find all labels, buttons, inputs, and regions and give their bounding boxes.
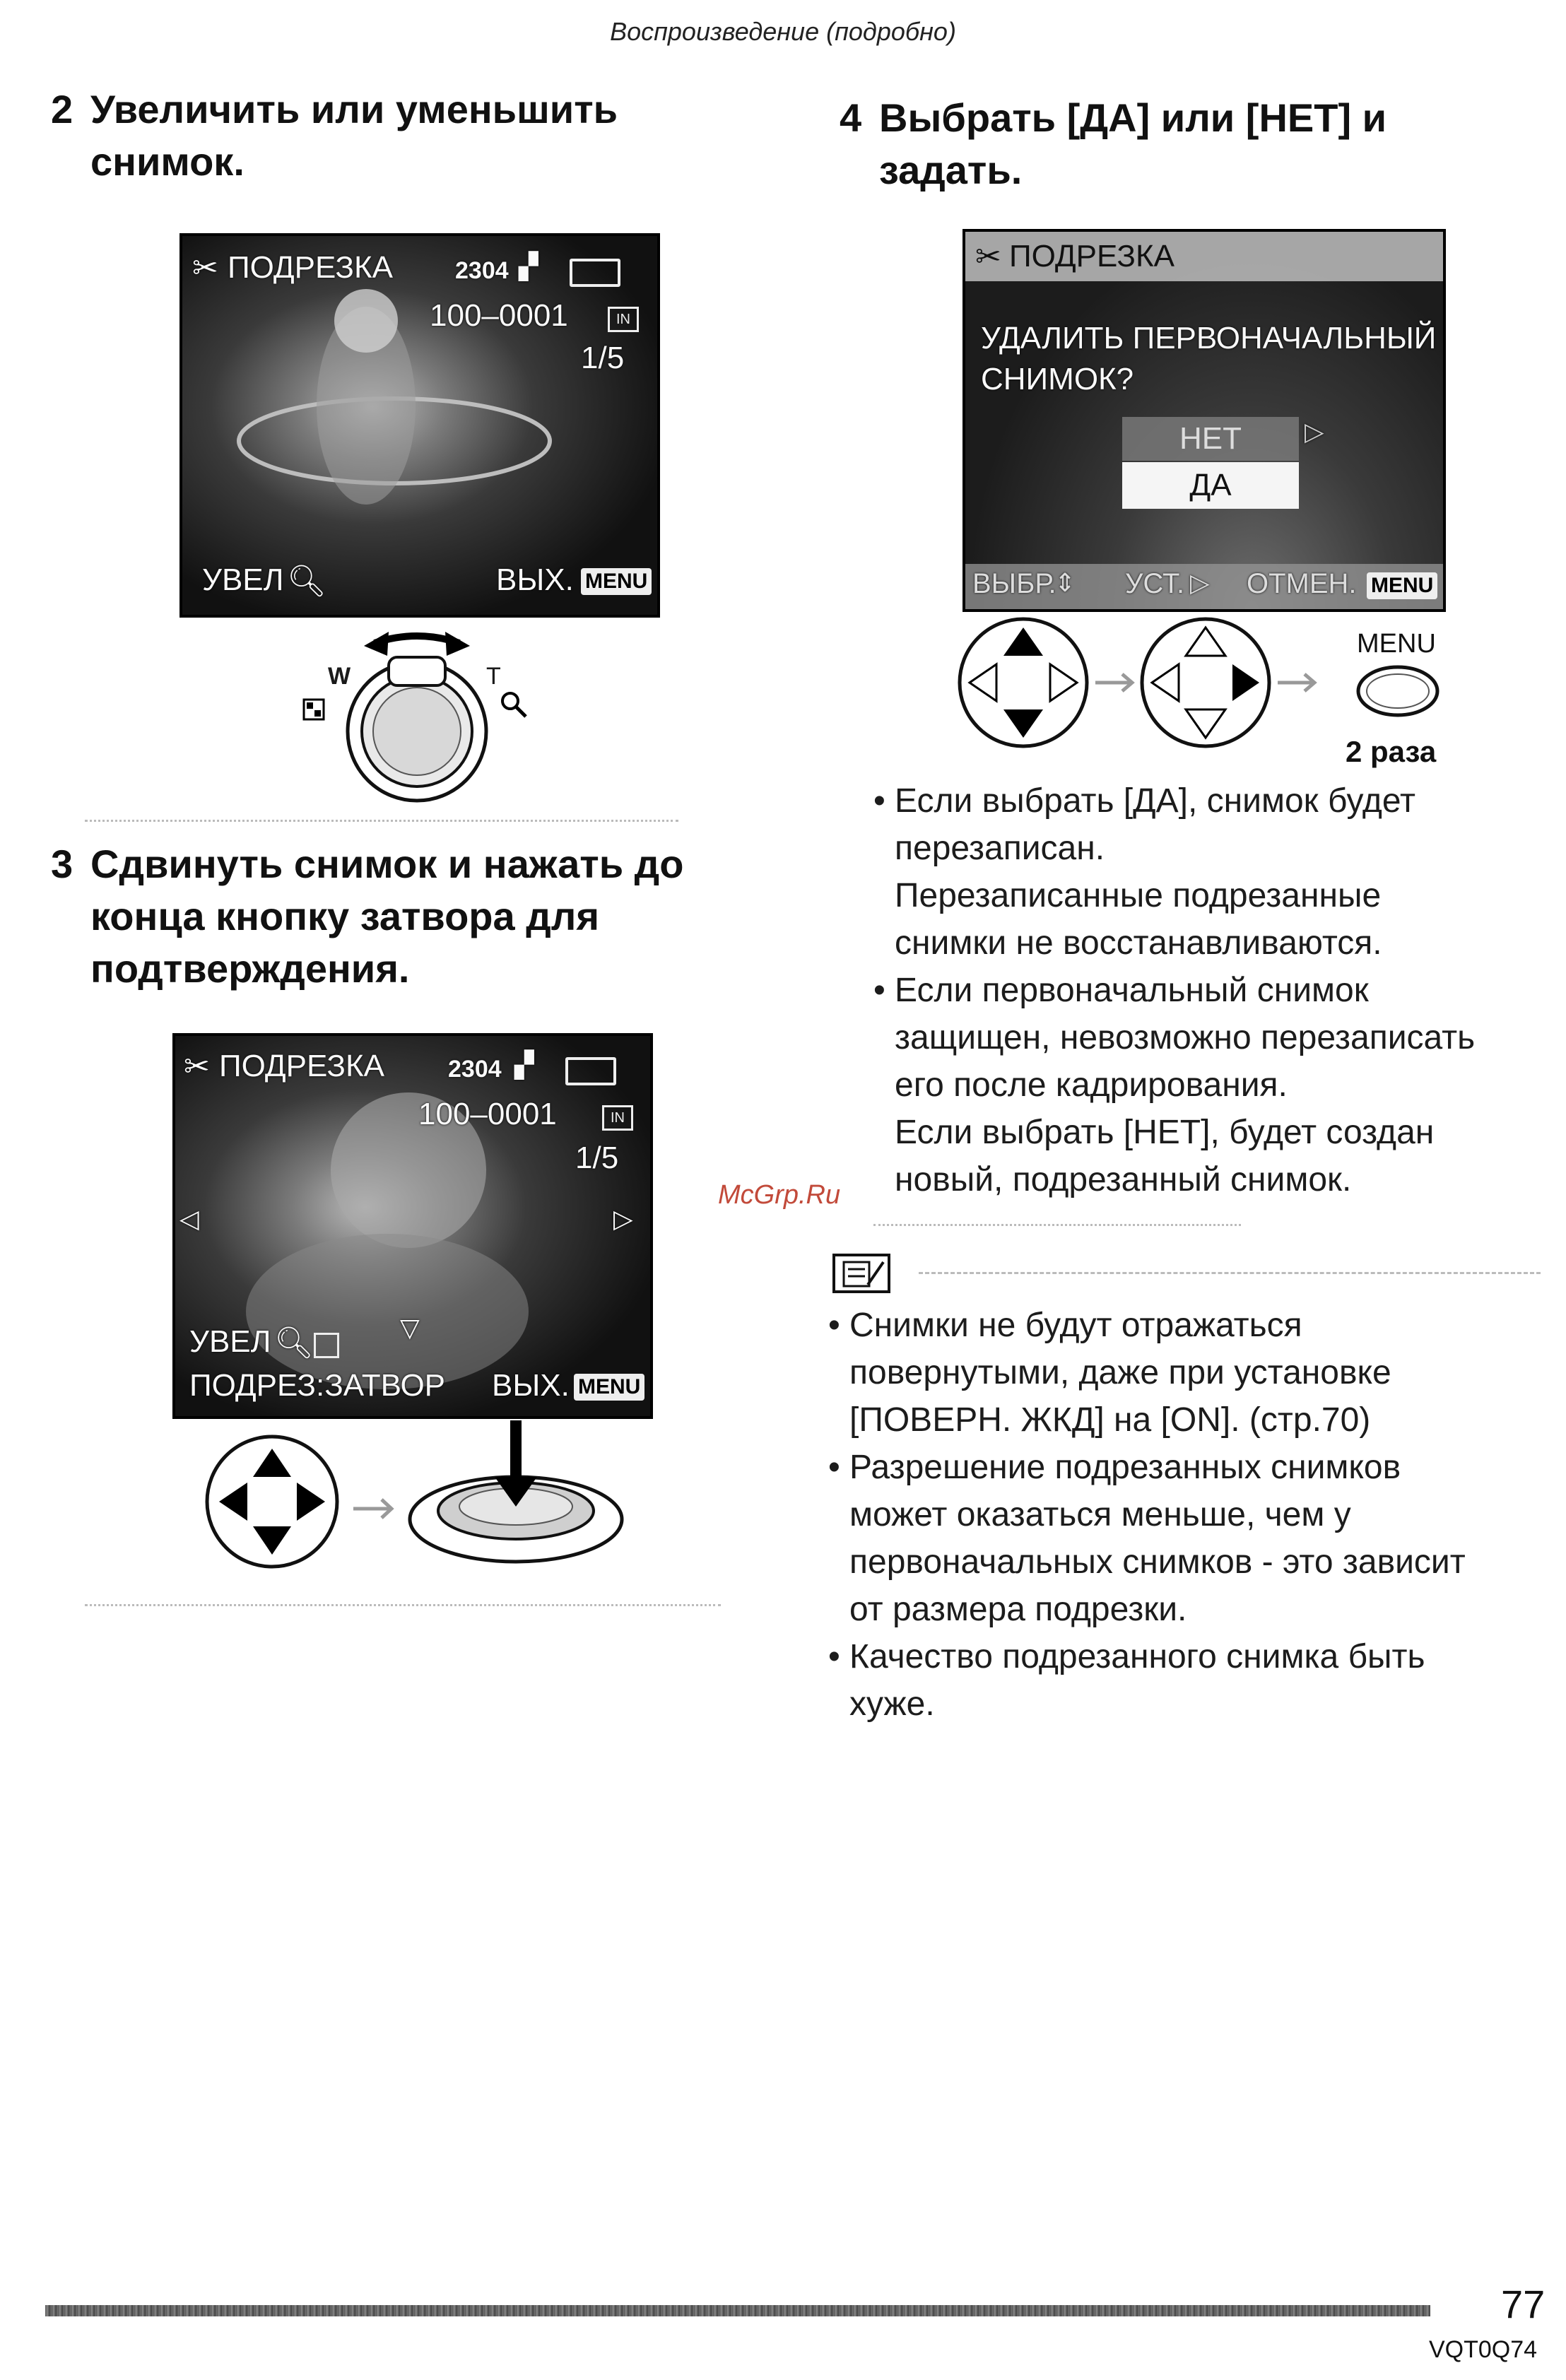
note-line: • Разрешение подрезанных снимков [849,1449,1401,1486]
battery-icon [565,1057,616,1085]
question-line-1: УДАЛИТЬ ПЕРВОНАЧАЛЬНЫЙ [981,321,1437,355]
bullet-line: его после кадрирования. [895,1066,1288,1104]
step-text-line: Увеличить или уменьшить [90,87,618,131]
page-number: 77 [1501,2282,1546,2326]
camera-screen-trim [172,1033,653,1419]
note-divider [919,1272,1541,1274]
menu-button[interactable] [1358,667,1437,715]
note-item [828,1444,1556,1633]
bullet-line: защищен, невозможно перезаписать [895,1019,1476,1056]
bullet-item [873,967,1552,1203]
step-text-line: задать. [879,148,1023,192]
resolution-value: 2304 [455,257,509,284]
divider [85,1604,721,1606]
zoom-label: УВЕЛ [189,1324,271,1359]
step-text-line: снимок. [90,139,245,184]
file-number: 100–0001 [430,298,568,333]
bullet-line: снимки не восстанавливаются. [895,924,1382,962]
step-number: 4 [840,95,862,140]
zoom-lever-arrow [364,632,470,656]
note-line: [ПОВЕРН. ЖКД] на [ON]. (стр.70) [849,1401,1371,1439]
right-icon: ▷ [1190,568,1210,597]
scissors-icon: ✂ [975,240,1001,274]
camera-screen-confirm [962,229,1446,612]
bullet-item [873,777,1552,967]
right-arrow-icon: ▷ [613,1204,633,1233]
left-arrow-icon: ◁ [179,1204,199,1233]
exit-label: ВЫХ. [492,1368,570,1403]
step-3-controls [205,1420,629,1583]
note-line: • Качество подрезанного снимка быть [849,1638,1425,1675]
resolution-value: 2304 [448,1056,502,1083]
menu-badge: MENU [574,1374,644,1401]
zoom-lever[interactable] [348,657,486,801]
menu-badge: MENU [581,568,652,595]
cursor-pad[interactable] [207,1437,337,1567]
cursor-pad-right[interactable] [1142,619,1269,746]
arrow-right-icon [353,1500,392,1518]
document-code: VQT0Q74 [1429,2336,1538,2363]
footer-bar [45,2305,1430,2316]
note-item [828,1302,1556,1444]
arrow-right-icon [1278,674,1314,691]
up-down-icon: ⇕ [1054,568,1076,597]
note-item [828,1633,1556,1728]
note-line: повернутыми, даже при установке [849,1354,1391,1391]
note-line: первоначальных снимков - это зависит [849,1543,1466,1581]
step-3-heading [51,838,786,995]
question-line-2: СНИМОК? [981,362,1134,396]
step-number: 2 [51,87,73,131]
mode-label: ПОДРЕЗКА [219,1049,384,1083]
note-icon [831,1252,895,1296]
file-number: 100–0001 [418,1097,557,1131]
image-count: 1/5 [581,341,625,375]
menu-button-label: MENU [1357,629,1436,659]
bullet-line: Перезаписанные подрезанные [895,877,1382,914]
step-text-line: конца кнопку затвора для [90,894,600,938]
step-text-line: Выбрать [ДА] или [НЕТ] и [879,95,1387,140]
step-4-heading [840,92,1546,196]
step-2-heading [51,83,786,188]
set-label: УСТ. [1125,568,1185,599]
bullet-line: перезаписан. [895,830,1105,867]
watermark: McGrp.Ru [718,1180,841,1210]
step-text-line: подтверждения. [90,946,410,991]
hoop-illustration [182,236,657,615]
bullet-line: • Если первоначальный снимок [895,972,1369,1009]
note-line: хуже. [849,1685,935,1723]
scissors-icon: ✂ [184,1049,210,1084]
step-4-bullets [873,777,1552,1203]
zoom-lever-diagram [297,622,537,806]
option-no[interactable]: НЕТ [1122,417,1299,461]
camera-screen-zoom [179,233,660,618]
mode-label: ПОДРЕЗКА [1009,239,1174,273]
internal-memory-icon: IN [608,307,639,332]
zoom-label: УВЕЛ [202,562,284,597]
divider [85,820,678,822]
note-line: • Снимки не будут отражаться [849,1307,1302,1344]
page-header-title: Воспроизведение (подробно) [610,17,956,46]
quality-icon: ▞ [519,252,538,281]
mode-label: ПОДРЕЗКА [228,250,393,285]
option-yes[interactable]: ДА [1122,462,1299,509]
option-right-arrow-icon: ▷ [1305,417,1324,446]
battery-icon [570,259,620,287]
internal-memory-icon: IN [602,1105,633,1131]
press-count: 2 раза [1346,735,1437,768]
note-line: от размера подрезки. [849,1591,1187,1628]
cursor-pad-up-down[interactable] [960,619,1087,746]
arrow-right-icon [1095,674,1132,691]
image-count: 1/5 [575,1141,619,1175]
cancel-label: ОТМЕН. [1247,568,1357,599]
tele-magnifier-icon [502,693,526,717]
notes-list [828,1302,1556,1728]
bullet-line: • Если выбрать [ДА], снимок будет [895,782,1415,820]
quality-icon: ▞ [514,1050,534,1079]
thumbnail-icon [314,1333,339,1358]
down-arrow-icon: ▽ [400,1313,420,1342]
bullet-line: новый, подрезанный снимок. [895,1161,1352,1198]
note-line: может оказаться меньше, чем у [849,1496,1351,1533]
wide-thumbnail-icon [304,700,324,719]
scissors-icon: ✂ [192,251,218,285]
tele-label: T [486,663,501,690]
bullet-line: Если выбрать [НЕТ], будет создан [895,1114,1435,1151]
trim-confirm-label: ПОДРЕЗ:ЗАТВОР [189,1368,446,1403]
step-number: 3 [51,842,73,886]
exit-label: ВЫХ. [496,562,574,597]
menu-badge: MENU [1367,572,1437,599]
divider [873,1224,1241,1226]
step-text-line: Сдвинуть снимок и нажать до [90,842,684,886]
zoom-icon: 🔍︎ [274,1326,314,1360]
zoom-icon: 🔍︎ [287,564,326,599]
select-label: ВЫБР. [972,568,1056,599]
wide-label: W [328,663,351,690]
